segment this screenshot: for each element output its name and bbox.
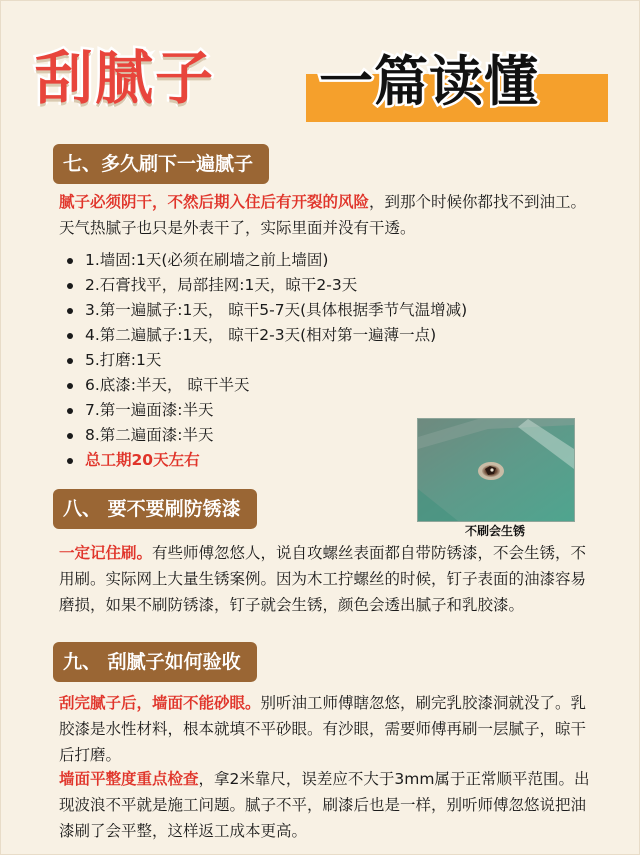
section-9-p2-highlight: 墙面平整度重点检查 — [59, 770, 199, 788]
section-7-heading: 七、多久刷下一遍腻子 — [53, 144, 269, 184]
section-9-paragraph-1 — [59, 690, 599, 768]
schedule-list — [61, 248, 467, 473]
section-8-highlight: 一定记住刷。 — [59, 544, 153, 562]
page-title: 刮腻子 — [35, 44, 216, 112]
page-subtitle: 一篇读懂 — [319, 50, 539, 113]
list-item: 5.打磨:1天 — [61, 348, 467, 373]
section-9-p1-body: 别听油工师傅瞎忽悠，刷完乳胶漆洞就没了。乳胶漆是水性材料，根本就填不平砂眼。有沙眼，需要师傅再刷一层腻子，晾干后打磨。 — [59, 694, 587, 764]
rust-screw-photo — [417, 418, 575, 522]
list-item: 6.底漆:半天， 晾干半天 — [61, 373, 467, 398]
list-item: 2.石膏找平，局部挂网:1天，晾干2-3天 — [61, 273, 467, 298]
section-9-heading: 九、 刮腻子如何验收 — [53, 642, 257, 682]
section-7-intro — [59, 189, 599, 241]
section-8-text — [59, 540, 599, 618]
section-9-p1-highlight: 刮完腻子后，墙面不能砂眼。 — [59, 694, 261, 712]
list-item: 4.第二遍腻子:1天， 晾干2-3天(相对第一遍薄一点) — [61, 323, 467, 348]
section-7-intro-text: ，到那个时候你都找不到油工。天气热腻子也只是外表干了，实际里面并没有干透。 — [59, 193, 587, 237]
photo-caption: 不刷会生锈 — [464, 524, 525, 538]
list-item: 1.墙固:1天(必须在刷墙之前上墙固) — [61, 248, 467, 273]
section-7-intro-highlight: 腻子必须阴干，不然后期入住后有开裂的风险 — [59, 193, 370, 211]
list-item: 8.第二遍面漆:半天 — [61, 423, 467, 448]
section-8-body: 有些师傅忽悠人，说自攻螺丝表面都自带防锈漆，不会生锈，不用刷。实际网上大量生锈案例。因为木工拧螺丝的时候，钉子表面的油漆容易磨损，如果不刷防锈漆，钉子就会生锈，颜色会透出腻子和乳胶漆。 — [59, 544, 587, 614]
total-duration: 总工期20天左右 — [61, 448, 467, 473]
list-item: 7.第一遍面漆:半天 — [61, 398, 467, 423]
list-item: 3.第一遍腻子:1天， 晾干5-7天(具体根据季节气温增减) — [61, 298, 467, 323]
section-9-paragraph-2 — [59, 766, 599, 844]
section-9-p2-body: ，拿2米靠尺，误差应不大于3mm属于正常顺平范围。出现波浪不平就是施工问题。腻子不平，刷漆后也是一样，别听师傅忽悠说把油漆刷了会平整，这样返工成本更高。 — [59, 770, 590, 840]
section-8-heading: 八、 要不要刷防锈漆 — [53, 489, 257, 529]
